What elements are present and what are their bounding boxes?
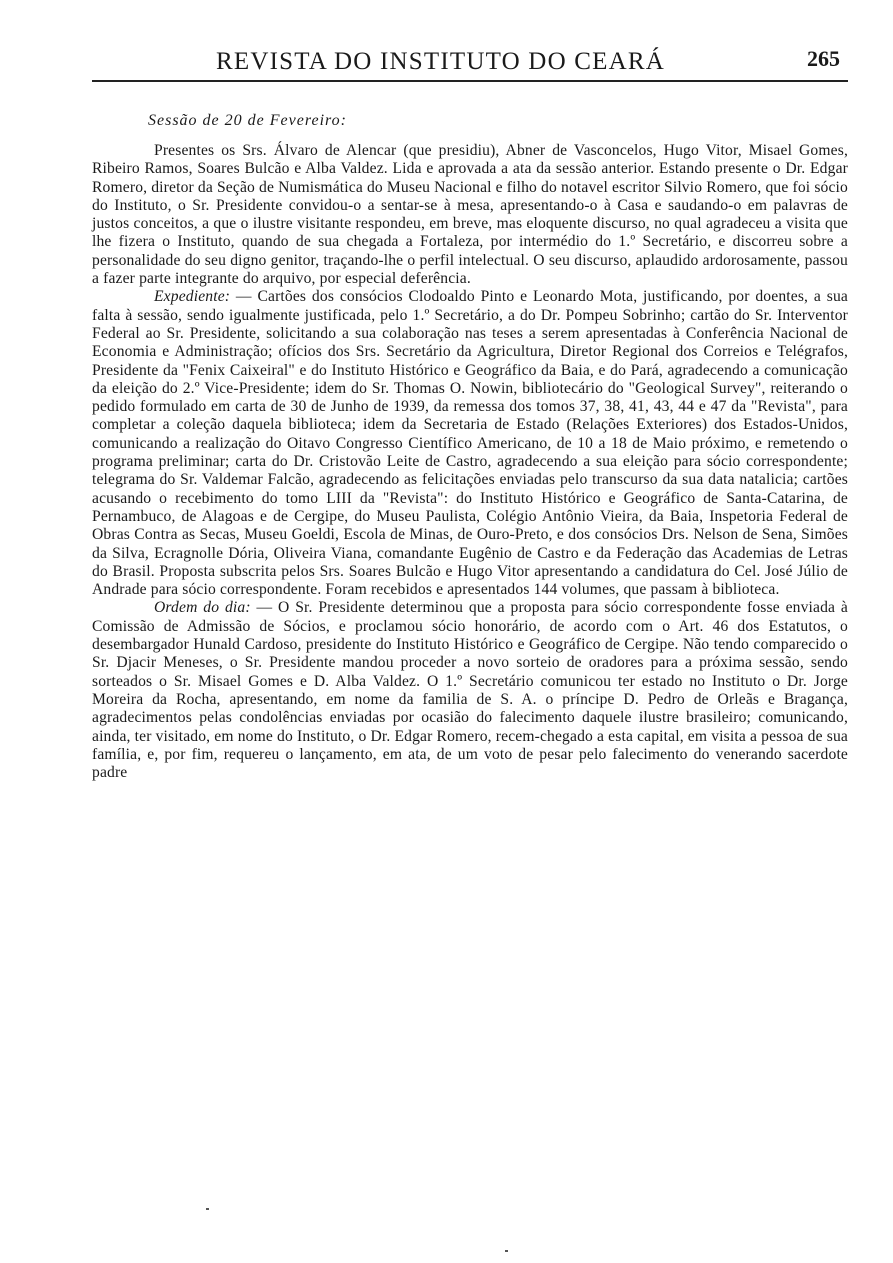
- page-number: 265: [807, 46, 840, 71]
- session-title: Sessão de 20 de Fevereiro:: [148, 112, 347, 129]
- page-header: [92, 44, 848, 84]
- page-body: [92, 112, 848, 782]
- ordem-text: — O Sr. Presidente determinou que a proposta para sócio correspondente fosse enviada à Comissão de Admissão de Sócios, e proclamou sócio honorário, de acordo com o Art. 46 dos Estatutos, o desembargador Hunald Cardoso, presidente do Instituto Histórico e Geográfico de Cergipe. Não tendo comparecido o Sr. Djacir Meneses, o Sr. Presidente mandou proceder a novo sorteio de oradores para a próxima sessão, sendo sorteados o Sr. Misael Gomes e D. Alba Valdez. O 1.º Secretário comunicou ter estado no Instituto o Dr. Jorge Moreira da Rocha, apresentando, em nome da familia de S. A. o príncipe D. Pedro de Orleãs e Bragança, agradecimentos pelas condolências enviadas por ocasião do falecimento daquele ilustre brasileiro; comunicando, ainda, ter visitado, em nome do Instituto, o Dr. Edgar Romero, recem-chegado a esta capital, em visita a pessoa de sua família, e, por fim, requereu o lançamento, em ata, de um voto de pesar pelo falecimento do venerando sacerdote padre: [92, 599, 848, 782]
- scan-speck: [505, 1250, 508, 1252]
- journal-title: REVISTA DO INSTITUTO DO CEARÁ: [216, 48, 665, 75]
- paragraph-expediente: [92, 288, 848, 599]
- header-rule: [92, 80, 848, 82]
- scan-speck: [206, 1208, 209, 1210]
- paragraph-presentes: Presentes os Srs. Álvaro de Alencar (que presidiu), Abner de Vasconcelos, Hugo Vitor, Misael Gomes, Ribeiro Ramos, Soares Bulcão e Alba Valdez. Lida e aprovada a ata da sessão anterior. Estando presente o Dr. Edgar Romero, diretor da Seção de Numismática do Museu Nacional e filho do notavel escritor Silvio Romero, que foi sócio do Instituto, o Sr. Presidente convidou-o a sentar-se à mesa, apresentando-o à Casa e saudando-o em palavras de justos conceitos, a que o ilustre visitante respondeu, em breve, mas eloquente discurso, no qual agradeceu a visita que lhe fizera o Instituto, quando de sua chegada a Fortaleza, por intermédio do 1.º Secretário, e discorreu sobre a personalidade do seu digno genitor, traçando-lhe o perfil intelectual. O seu discurso, aplaudido ardorosamente, passou a fazer parte integrante do arquivo, por especial deferência.: [92, 142, 848, 288]
- paragraph-ordem-do-dia: [92, 599, 848, 782]
- ordem-lead: Ordem do dia:: [154, 599, 251, 617]
- expediente-text: — Cartões dos consócios Clodoaldo Pinto e Leonardo Mota, justificando, por doentes, a sua falta à sessão, sendo igualmente justificada, pelo 1.º Secretário, a do Dr. Pompeu Sobrinho; cartão do Sr. Interventor Federal ao Sr. Presidente, solicitando a sua colaboração nas teses a serem apresentadas à Conferência Nacional de Economia e Administração; ofícios dos Srs. Secretário da Agricultura, Diretor Regional dos Correios e Telégrafos, Presidente da "Fenix Caixeiral" e do Instituto Histórico e Geográfico da Baia, e do Pará, agradecendo a comunicação da eleição do 2.º Vice-Presidente; idem do Sr. Thomas O. Nowin, bibliotecário do "Geological Survey", reiterando o pedido formulado em carta de 30 de Junho de 1939, da remessa dos tomos 37, 38, 41, 43, 44 e 47 da "Revista", para completar a coleção daquela biblioteca; idem da Secretaria de Estado (Relações Exteriores) dos Estados-Unidos, comunicando a realização do Oitavo Congresso Científico Americano, de 10 a 18 de Maio próximo, e remetendo o programa preliminar; carta do Dr. Cristovão Leite de Castro, agradecendo a sua eleição para sócio correspondente; telegrama do Sr. Valdemar Falcão, agradecendo as felicitações enviadas pelo transcurso da sua data natalicia; cartões acusando o recebimento do tomo LIII da "Revista": do Instituto Histórico e Geográfico de Santa-Catarina, de Pernambuco, de Alagoas e de Cergipe, do Museu Paulista, Colégio Antônio Vieira, da Baia, Inspetoria Federal de Obras Contra as Secas, Museu Goeldi, Escola de Minas, de Ouro-Preto, e dos consócios Drs. Nelson de Sena, Simões da Silva, Ecragnolle Dória, Oliveira Viana, comandante Eugênio de Castro e da Federação das Academias de Letras do Brasil. Proposta subscrita pelos Srs. Soares Bulcão e Hugo Vitor apresentando a candidatura do Cel. José Júlio de Andrade para sócio correspondente. Foram recebidos e apresentados 144 volumes, que passam à biblioteca.: [92, 288, 848, 599]
- expediente-lead: Expediente:: [154, 288, 231, 306]
